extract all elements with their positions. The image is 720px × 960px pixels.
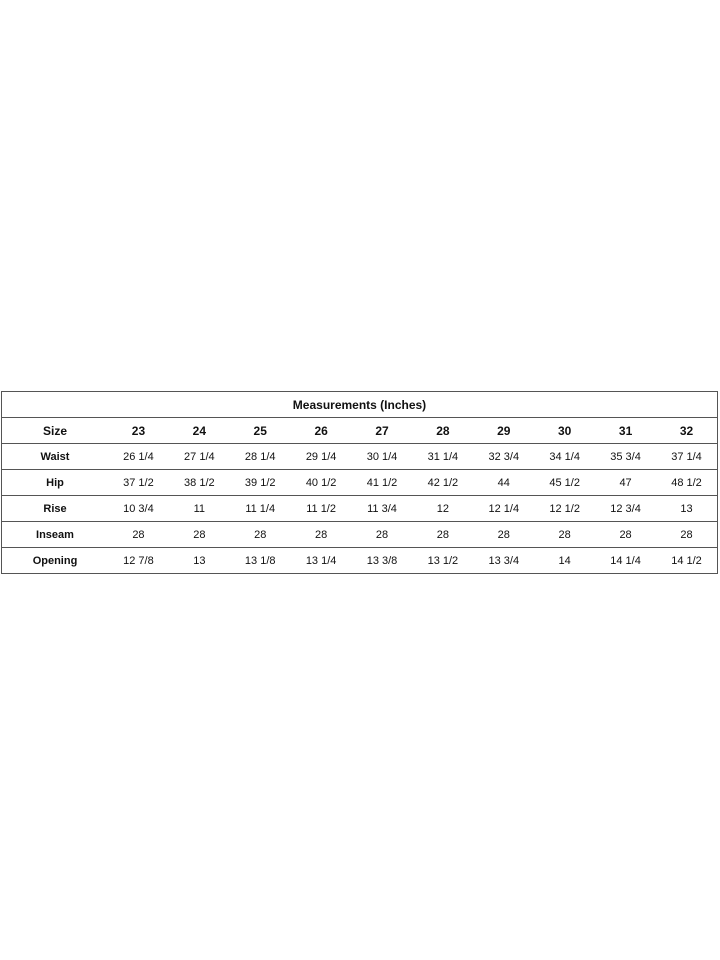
table-cell: 27 1/4 [169,444,230,470]
table-cell: 13 [656,496,717,522]
table-cell: 37 1/4 [656,444,717,470]
header-size-29: 29 [473,418,534,444]
table-cell: 29 1/4 [291,444,352,470]
table-cell: 13 1/4 [305,554,337,567]
row-label: Hip [2,470,108,496]
caption-row [2,392,717,418]
header-size-label: Size [2,418,108,444]
table-cell: 45 1/2 [534,470,595,496]
table-cell: 28 [291,522,352,548]
table-cell: 31 1/4 [412,444,473,470]
table-cell: 10 3/4 [108,496,169,522]
measurements-table [2,392,717,573]
header-size-27: 27 [352,418,413,444]
table-caption: Measurements (Inches) [2,392,717,418]
table-cell: 32 3/4 [473,444,534,470]
table-cell: 26 1/4 [108,444,169,470]
size-chart-table [1,391,718,574]
header-size-23: 23 [108,418,169,444]
table-cell: 35 3/4 [595,444,656,470]
table-cell: 12 [412,496,473,522]
header-size-24: 24 [169,418,230,444]
table-cell: 28 [534,522,595,548]
table-cell: 28 1/4 [230,444,291,470]
table-cell: 28 [352,522,413,548]
table-row-waist [2,444,717,470]
table-cell: 13 3/8 [366,554,398,567]
row-label: Opening [32,554,78,567]
header-size-31: 31 [595,418,656,444]
row-label: Inseam [2,522,108,548]
table-cell: 28 [108,522,169,548]
header-size-25: 25 [230,418,291,444]
table-cell: 28 [169,522,230,548]
table-cell: 39 1/2 [230,470,291,496]
table-cell: 12 1/4 [473,496,534,522]
table-cell: 28 [473,522,534,548]
header-size-28: 28 [412,418,473,444]
table-cell: 13 1/2 [427,554,459,567]
row-label: Waist [2,444,108,470]
table-cell: 28 [230,522,291,548]
table-cell: 44 [473,470,534,496]
table-row-rise [2,496,717,522]
table-cell: 11 3/4 [352,496,413,522]
table-row-inseam [2,522,717,548]
table-cell: 13 [193,554,206,567]
table-cell: 14 [558,554,571,567]
header-row [2,418,717,444]
table-cell: 11 [169,496,230,522]
table-cell: 34 1/4 [534,444,595,470]
table-row-opening [2,548,717,574]
table-cell: 12 7/8 [123,554,154,567]
header-size-30: 30 [534,418,595,444]
table-cell: 11 1/4 [230,496,291,522]
table-cell: 14 1/2 [671,554,702,567]
header-size-32: 32 [656,418,717,444]
table-cell: 40 1/2 [291,470,352,496]
table-cell: 14 1/4 [610,554,641,567]
table-cell: 28 [595,522,656,548]
table-cell: 42 1/2 [412,470,473,496]
table-cell: 30 1/4 [352,444,413,470]
table-cell: 13 1/8 [244,554,276,567]
table-cell: 38 1/2 [169,470,230,496]
header-size-26: 26 [291,418,352,444]
table-cell: 12 3/4 [595,496,656,522]
table-cell: 28 [412,522,473,548]
table-cell: 13 3/4 [488,554,520,567]
table-cell: 47 [595,470,656,496]
table-cell: 12 1/2 [534,496,595,522]
table-cell: 11 1/2 [291,496,352,522]
table-cell: 28 [656,522,717,548]
table-cell: 48 1/2 [656,470,717,496]
table-cell: 41 1/2 [352,470,413,496]
table-cell: 37 1/2 [108,470,169,496]
row-label: Rise [2,496,108,522]
table-row-hip [2,470,717,496]
